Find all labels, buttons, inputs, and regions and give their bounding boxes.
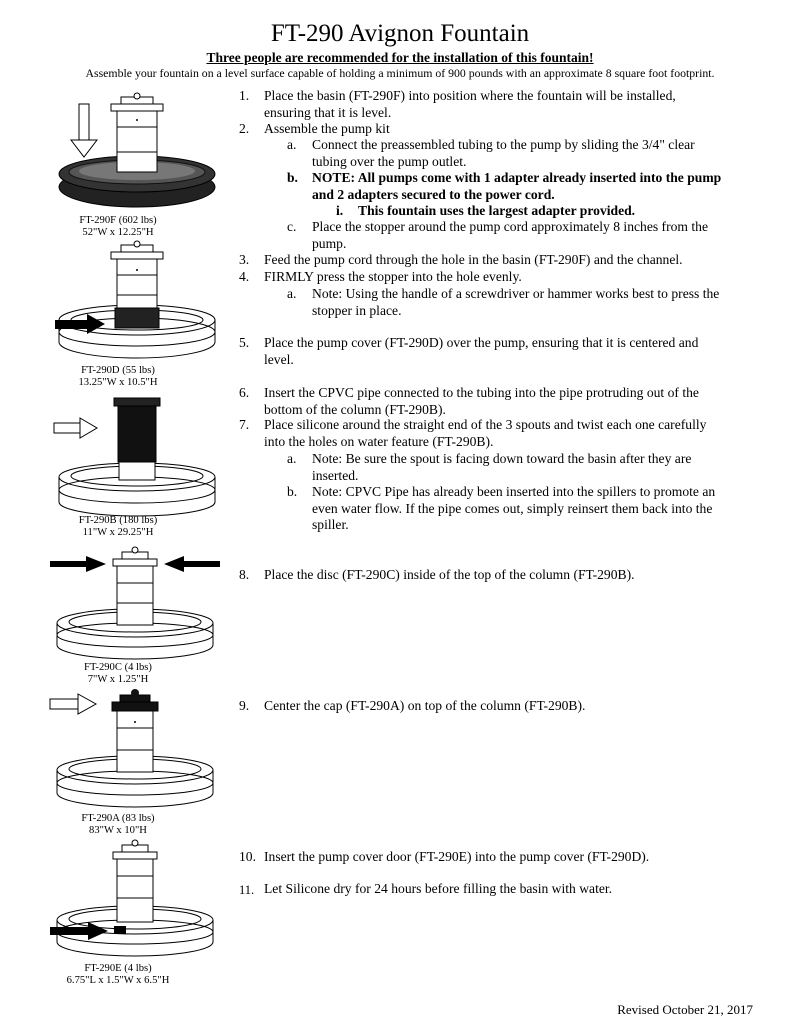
step-text: Let Silicone dry for 24 hours before filling the basin with water.: [264, 881, 613, 896]
substep-text: Connect the preassembled tubing to the pump by sliding the 3/4" clear: [312, 137, 695, 152]
step-7: [239, 417, 759, 451]
step-text-cont: ensuring that it is level.: [264, 104, 392, 120]
subsubstep-numeral: i.: [336, 203, 344, 218]
substep-text-cont: inserted.: [312, 467, 359, 483]
step-text: Place silicone around the straight end of the 3 spouts and twist each one carefully: [264, 417, 707, 432]
figure-label-part: FT-290B (180 lbs): [78, 515, 158, 526]
substep-text-cont: tubing over the pump outlet.: [312, 153, 467, 169]
substep-text: Note: Using the handle of a screwdriver or hammer works best to press the: [312, 286, 720, 301]
step-number: 10.: [239, 849, 256, 864]
substep-text-cont: spiller.: [312, 517, 349, 532]
figure-label-dims: 52"W x 12.25"H: [82, 227, 154, 238]
substep-letter: a.: [287, 451, 297, 466]
figure-label-dims: 11"W x 29.25"H: [82, 527, 154, 538]
figure-label-dims: 13.25"W x 10.5"H: [78, 377, 158, 388]
figure-label-part: FT-290A (83 lbs): [81, 813, 155, 824]
step-text-cont: into the holes on water feature (FT-290B).: [264, 433, 494, 449]
step-2c: [287, 219, 767, 253]
step-text: Assemble the pump kit: [264, 121, 390, 136]
step-text: Place the pump cover (FT-290D) over the pump, ensuring that it is centered and: [264, 335, 699, 350]
step-text: FIRMLY press the stopper into the hole evenly.: [264, 269, 522, 284]
page-title: FT-290 Avignon Fountain: [270, 20, 530, 47]
step-number: 11.: [239, 883, 255, 897]
substep-text-cont: and 2 adapters secured to the power cord.: [312, 186, 555, 202]
figure-label-part: FT-290D (55 lbs): [81, 365, 155, 376]
figure-pump-cover-door-illustration: [50, 840, 200, 962]
step-number: 7.: [239, 417, 250, 432]
step-1: [239, 88, 759, 122]
subsubstep-text: This fountain uses the largest adapter provided.: [358, 203, 636, 218]
step-text-cont: level.: [264, 351, 294, 367]
left-arrow-icon: [164, 556, 220, 572]
substep-text-cont: stopper in place.: [312, 302, 402, 318]
step-3: [239, 252, 759, 270]
outline-arrow-icon: [54, 418, 97, 438]
figure-label-dims: 6.75"L x 1.5"W x 6.5"H: [66, 975, 170, 986]
substep-text-cont: even water flow. If the pipe comes out, simply reinsert them back into the: [312, 500, 713, 516]
figure-label-part: FT-290E (4 lbs): [84, 963, 152, 974]
outline-arrow-icon: [50, 694, 96, 714]
figure-column-illustration: [52, 392, 202, 517]
substep-text: Note: CPVC Pipe has already been inserted into the spillers to promote an: [312, 484, 716, 499]
substep-letter: b.: [287, 484, 298, 499]
substep-letter: a.: [287, 286, 297, 301]
step-8: [239, 567, 759, 585]
figure-label-dims: 7"W x 1.25"H: [87, 674, 149, 685]
figure-label-dims: 83"W x 10"H: [89, 825, 147, 836]
step-text: Insert the pump cover door (FT-290E) into the pump cover (FT-290D).: [264, 849, 650, 864]
step-11: [239, 881, 759, 899]
substep-text: NOTE: All pumps come with 1 adapter already inserted into the pump: [312, 170, 722, 185]
step-number: 4.: [239, 269, 250, 284]
warning-line: Three people are recommended for the installation of this fountain!: [206, 50, 594, 65]
step-number: 1.: [239, 88, 250, 103]
figure-label-part: FT-290C (4 lbs): [84, 662, 152, 673]
step-text-cont: bottom of the column (FT-290B).: [264, 401, 446, 417]
step-7b: [287, 484, 767, 534]
substep-text: Place the stopper around the pump cord approximately 8 inches from the: [312, 219, 708, 234]
substep-text: Note: Be sure the spout is facing down toward the basin after they are: [312, 451, 692, 466]
figure-disc-illustration: [50, 545, 200, 663]
intro-text: Assemble your fountain on a level surface capable of holding a minimum of 900 pounds with an approximate 8 square foot footprint.: [85, 66, 715, 80]
step-number: 6.: [239, 385, 250, 400]
step-text: Place the disc (FT-290C) inside of the top of the column (FT-290B).: [264, 567, 635, 582]
figure-pump-cover-illustration: [55, 240, 205, 365]
down-arrow-icon: [71, 104, 97, 157]
step-6: [239, 385, 759, 419]
step-text: Insert the CPVC pipe connected to the tubing into the pipe protruding out of the: [264, 385, 699, 400]
step-number: 5.: [239, 335, 250, 350]
figure-cap-illustration: [50, 688, 200, 813]
substep-letter: c.: [287, 219, 297, 234]
step-5: [239, 335, 759, 369]
figure-basin-illustration: [55, 92, 205, 217]
right-arrow-icon: [50, 556, 106, 572]
step-7a: [287, 451, 767, 485]
substep-text-cont: pump.: [312, 235, 347, 251]
step-4a: [287, 286, 767, 320]
step-number: 8.: [239, 567, 250, 582]
step-text: Place the basin (FT-290F) into position where the fountain will be installed,: [264, 88, 676, 103]
step-2a: [287, 137, 767, 171]
step-2b: [287, 170, 767, 204]
step-text: Center the cap (FT-290A) on top of the column (FT-290B).: [264, 698, 586, 713]
step-number: 3.: [239, 252, 250, 267]
step-10: [239, 849, 759, 867]
substep-letter: b.: [287, 170, 298, 185]
revision-date: Revised October 21, 2017: [617, 1002, 753, 1017]
step-9: [239, 698, 759, 716]
figure-label-part: FT-290F (602 lbs): [79, 215, 157, 226]
substep-letter: a.: [287, 137, 297, 152]
step-number: 9.: [239, 698, 250, 713]
step-number: 2.: [239, 121, 250, 136]
step-text: Feed the pump cord through the hole in the basin (FT-290F) and the channel.: [264, 252, 683, 267]
step-4: [239, 269, 759, 287]
